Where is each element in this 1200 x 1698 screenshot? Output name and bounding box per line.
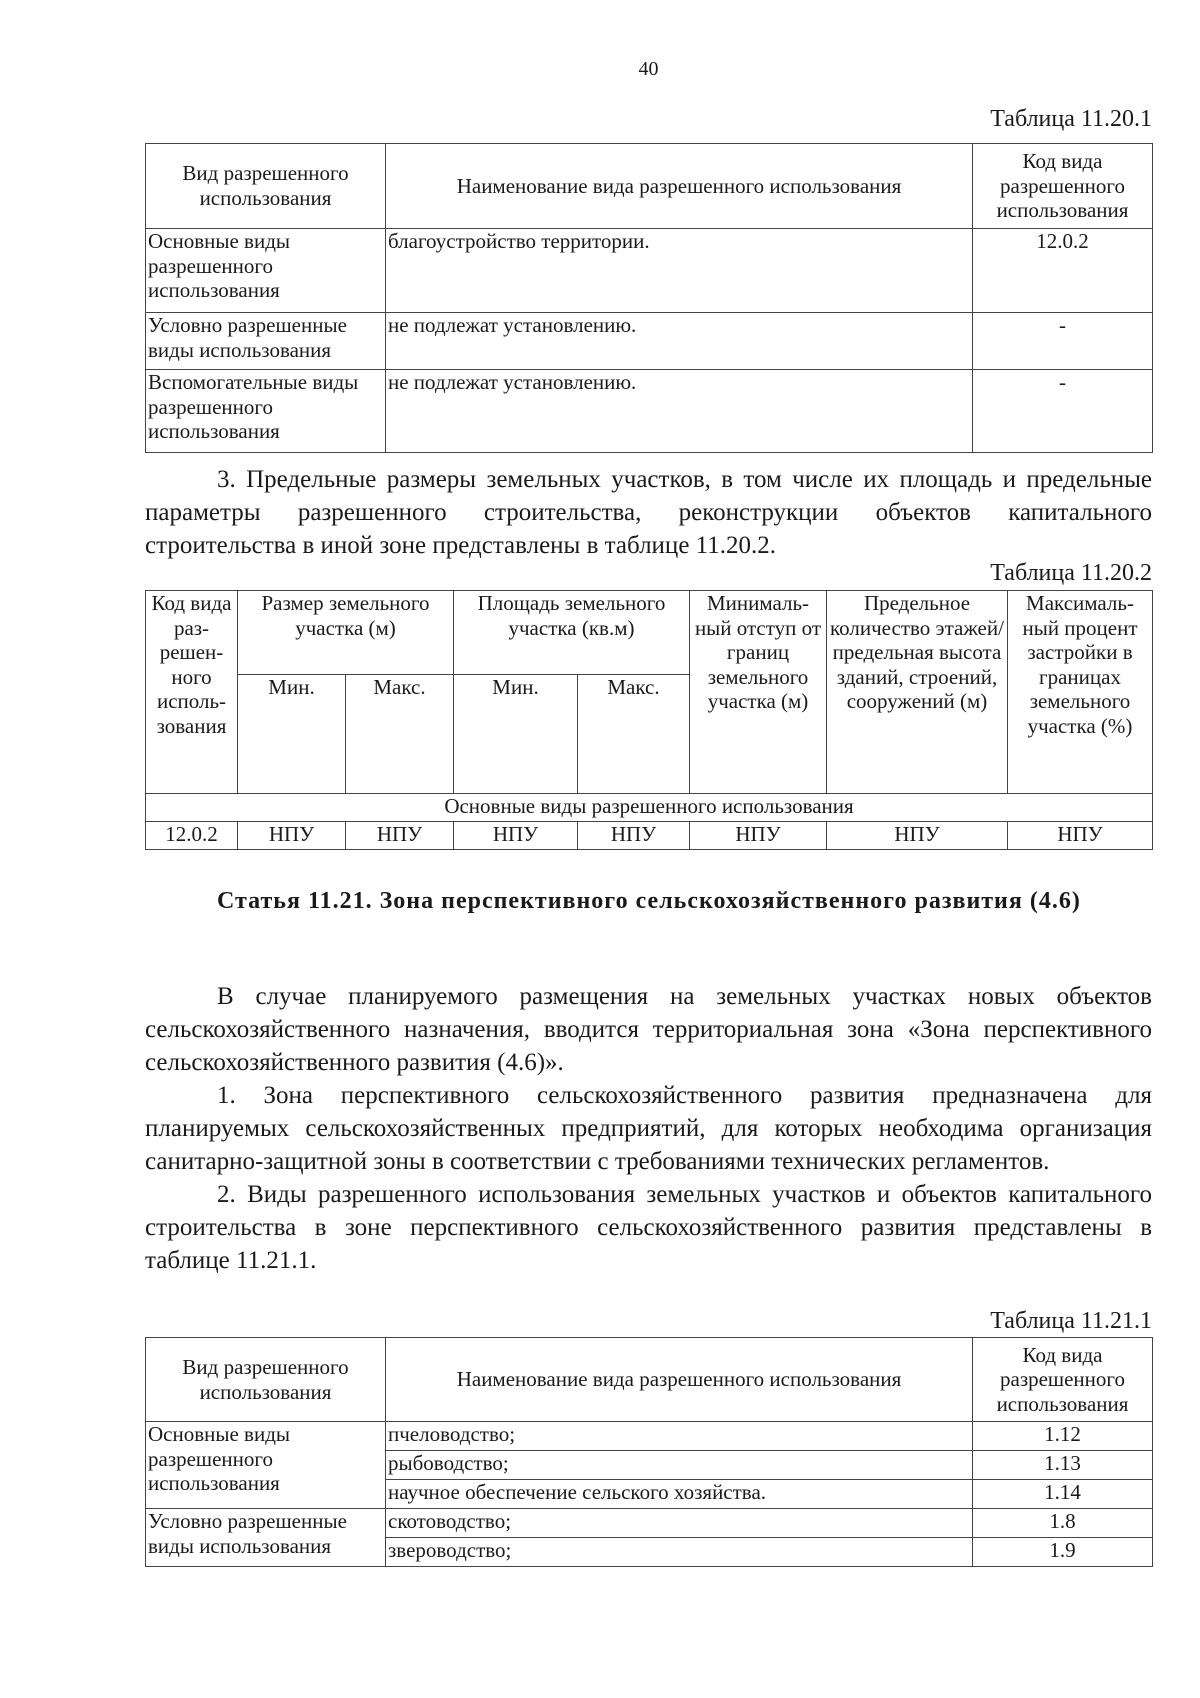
table-cell: Условно разрешенные виды использования (146, 1509, 386, 1567)
table-cell: благоустройство территории. (386, 229, 973, 313)
table-cell: звероводство; (386, 1538, 973, 1567)
header-cell: Мин. (238, 675, 346, 794)
header-cell: Мин. (454, 675, 578, 794)
article-title: Статья 11.21. Зона перспективного сельскохозяйственного развития (4.6) (217, 888, 1081, 914)
paragraph-text: 2. Виды разрешенного использования земельных участков и объектов капитального строительства в зоне перспективного сельскохозяйственного развития представлены в таблице 11.21.1. (145, 1181, 1152, 1274)
table-cell: скотоводство; (386, 1509, 973, 1538)
table-cell: НПУ (578, 822, 690, 850)
table-cell: рыбоводство; (386, 1451, 973, 1480)
article-body (145, 980, 1152, 1277)
table-cell: 12.0.2 (146, 822, 238, 850)
table-row (146, 313, 1153, 370)
header-cell: Размер земельного участка (м) (238, 591, 454, 675)
table-row (146, 229, 1153, 313)
table-caption: Таблица 11.20.2 (990, 560, 1152, 586)
table-cell: НПУ (827, 822, 1008, 850)
table-11-20-2 (145, 590, 1153, 850)
table-caption: Таблица 11.21.1 (990, 1308, 1152, 1334)
table-cell: не подлежат установлению. (386, 313, 973, 370)
table-row (146, 822, 1153, 850)
table-11-21-1 (145, 1337, 1153, 1567)
table-cell: НПУ (1008, 822, 1153, 850)
header-cell: Макс. (578, 675, 690, 794)
section-row: Основные виды разрешенного использования (146, 794, 1153, 822)
table-cell: 1.9 (973, 1538, 1153, 1567)
table-cell: НПУ (690, 822, 827, 850)
table-cell: 1.13 (973, 1451, 1153, 1480)
table-cell: - (973, 313, 1153, 370)
header-cell: Макс. (346, 675, 454, 794)
paragraph-text: 3. Предельные размеры земельных участков, в том числе их площадь и предельные параметры разрешенного строительства, реконструкции объектов капитального строительства в иной зоне представлены в таблице 11.20.2. (145, 466, 1152, 559)
header-cell: Код вида раз-решен-ного исполь-зования (146, 591, 238, 794)
table-row (146, 1509, 1153, 1538)
paragraph (145, 463, 1152, 562)
table-cell: 12.0.2 (973, 229, 1153, 313)
header-cell: Площадь земельного участка (кв.м) (454, 591, 690, 675)
table-cell: Условно разрешенные виды использования (146, 313, 386, 370)
table-row (146, 370, 1153, 453)
table-cell: 1.14 (973, 1480, 1153, 1509)
table-cell: - (973, 370, 1153, 453)
header-cell: Вид разрешенного использования (146, 144, 386, 229)
header-cell: Минималь-ный отступ от границ земельного участка (м) (690, 591, 827, 794)
table-cell: Основные виды разрешенного использования (146, 1422, 386, 1509)
table-cell: не подлежат установлению. (386, 370, 973, 453)
table-row (146, 1422, 1153, 1451)
table-cell: Основные виды разрешенного использования (146, 229, 386, 313)
table-cell: НПУ (346, 822, 454, 850)
table-11-20-1 (145, 143, 1153, 453)
header-cell: Код вида разрешенного использования (973, 144, 1153, 229)
table-cell: 1.8 (973, 1509, 1153, 1538)
table-cell: НПУ (454, 822, 578, 850)
table-cell: НПУ (238, 822, 346, 850)
table-cell: пчеловодство; (386, 1422, 973, 1451)
page-number: 40 (638, 58, 659, 80)
paragraph-text: В случае планируемого размещения на земельных участках новых объектов сельскохозяйственного назначения, вводится территориальная зона «Зона перспективного сельскохозяйственного развития (4.6)». (145, 983, 1152, 1076)
table-cell: Вспомогательные виды разрешенного использования (146, 370, 386, 453)
header-cell: Предельное количество этажей/ предельная высота зданий, строений, сооружений (м) (827, 591, 1008, 794)
table-caption: Таблица 11.20.1 (990, 106, 1152, 132)
header-cell: Наименование вида разрешенного использования (386, 1338, 973, 1422)
paragraph-text: 1. Зона перспективного сельскохозяйственного развития предназначена для планируемых сельскохозяйственных предприятий, для которых необходима организация санитарно-защитной зоны в соответствии с требованиями технических регламентов. (145, 1082, 1152, 1175)
table-cell: научное обеспечение сельского хозяйства. (386, 1480, 973, 1509)
header-cell: Вид разрешенного использования (146, 1338, 386, 1422)
header-cell: Максималь-ный процент застройки в границах земельного участка (%) (1008, 591, 1153, 794)
table-cell: 1.12 (973, 1422, 1153, 1451)
header-cell: Код вида разрешенного использования (973, 1338, 1153, 1422)
header-cell: Наименование вида разрешенного использования (386, 144, 973, 229)
